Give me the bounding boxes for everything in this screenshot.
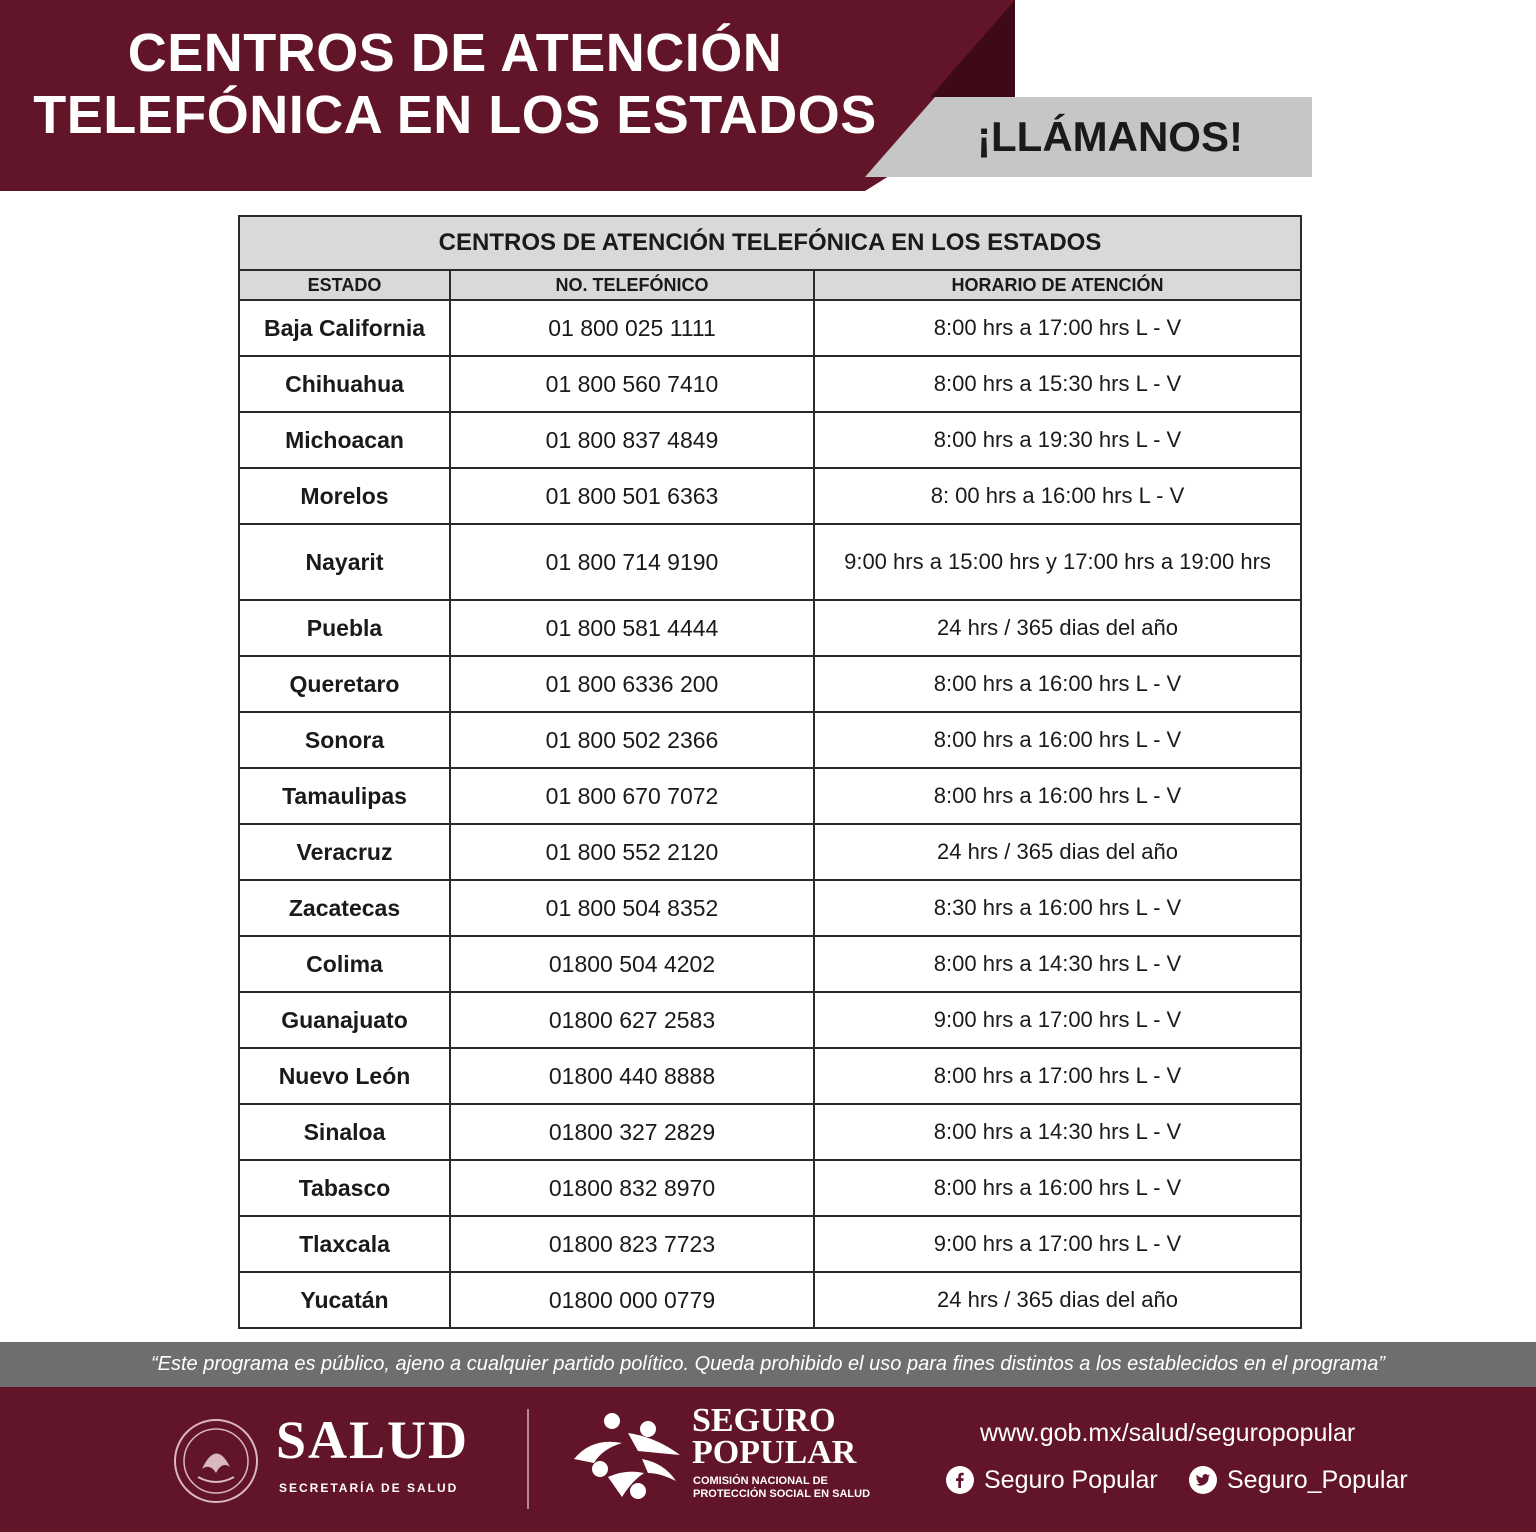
column-header-state: ESTADO <box>239 270 450 300</box>
phone-cell: 01 800 504 8352 <box>450 880 814 936</box>
hours-cell: 9:00 hrs a 17:00 hrs L - V <box>814 992 1301 1048</box>
hours-cell: 9:00 hrs a 15:00 hrs y 17:00 hrs a 19:00 hrs <box>814 524 1301 600</box>
phone-cell: 01800 627 2583 <box>450 992 814 1048</box>
table-row <box>239 712 1301 768</box>
state-cell: Tamaulipas <box>239 768 450 824</box>
hours-cell: 8:00 hrs a 15:30 hrs L - V <box>814 356 1301 412</box>
title-line-1: CENTROS DE ATENCIÓN <box>127 23 783 83</box>
twitter-link[interactable] <box>1189 1465 1408 1495</box>
hours-cell: 8:00 hrs a 14:30 hrs L - V <box>814 936 1301 992</box>
table-row <box>239 468 1301 524</box>
hours-cell: 8:00 hrs a 17:00 hrs L - V <box>814 300 1301 356</box>
seguro-popular-subtitle <box>693 1475 870 1501</box>
hours-cell: 24 hrs / 365 dias del año <box>814 1272 1301 1328</box>
phone-cell: 01 800 502 2366 <box>450 712 814 768</box>
hours-cell: 8:00 hrs a 14:30 hrs L - V <box>814 1104 1301 1160</box>
seguro-popular-logo-icon <box>572 1407 684 1507</box>
table-row <box>239 1104 1301 1160</box>
state-cell: Yucatán <box>239 1272 450 1328</box>
phone-cell: 01 800 581 4444 <box>450 600 814 656</box>
seguro-subtitle-line-1: COMISIÓN NACIONAL DE <box>693 1475 828 1487</box>
salud-subtitle: SECRETARÍA DE SALUD <box>279 1481 459 1495</box>
phone-cell: 01 800 025 1111 <box>450 300 814 356</box>
phone-cell: 01 800 6336 200 <box>450 656 814 712</box>
table-row <box>239 992 1301 1048</box>
state-cell: Michoacan <box>239 412 450 468</box>
popular-word: POPULAR <box>692 1434 857 1471</box>
table-row <box>239 1272 1301 1328</box>
state-cell: Queretaro <box>239 656 450 712</box>
hours-cell: 8:00 hrs a 16:00 hrs L - V <box>814 712 1301 768</box>
table-caption: CENTROS DE ATENCIÓN TELEFÓNICA EN LOS ESTADOS <box>239 216 1301 270</box>
coat-of-arms-seal-icon <box>172 1417 260 1505</box>
state-cell: Veracruz <box>239 824 450 880</box>
seguro-word: SEGURO <box>692 1402 836 1439</box>
phone-cell: 01 800 552 2120 <box>450 824 814 880</box>
phone-cell: 01 800 714 9190 <box>450 524 814 600</box>
website-link[interactable]: www.gob.mx/salud/seguropopular <box>980 1419 1356 1447</box>
table-row <box>239 824 1301 880</box>
phone-cell: 01 800 670 7072 <box>450 768 814 824</box>
hours-cell: 8:30 hrs a 16:00 hrs L - V <box>814 880 1301 936</box>
table-row <box>239 600 1301 656</box>
state-cell: Puebla <box>239 600 450 656</box>
phone-cell: 01800 327 2829 <box>450 1104 814 1160</box>
facebook-link[interactable] <box>946 1465 1158 1495</box>
state-cell: Colima <box>239 936 450 992</box>
state-cell: Morelos <box>239 468 450 524</box>
footer-divider <box>527 1409 529 1509</box>
seguro-popular-logo-text <box>692 1402 857 1471</box>
twitter-icon <box>1189 1466 1217 1494</box>
table-row <box>239 356 1301 412</box>
column-header-phone: NO. TELEFÓNICO <box>450 270 814 300</box>
hours-cell: 24 hrs / 365 dias del año <box>814 824 1301 880</box>
column-header-hours: HORARIO DE ATENCIÓN <box>814 270 1301 300</box>
state-cell: Baja California <box>239 300 450 356</box>
state-cell: Zacatecas <box>239 880 450 936</box>
table-row <box>239 1048 1301 1104</box>
hours-cell: 8: 00 hrs a 16:00 hrs L - V <box>814 468 1301 524</box>
table-row <box>239 880 1301 936</box>
table-row <box>239 1216 1301 1272</box>
phone-cell: 01 800 501 6363 <box>450 468 814 524</box>
phone-cell: 01 800 560 7410 <box>450 356 814 412</box>
phone-cell: 01800 504 4202 <box>450 936 814 992</box>
state-cell: Tlaxcala <box>239 1216 450 1272</box>
hours-cell: 8:00 hrs a 19:30 hrs L - V <box>814 412 1301 468</box>
table-row <box>239 656 1301 712</box>
state-cell: Nuevo León <box>239 1048 450 1104</box>
facebook-handle: Seguro Popular <box>984 1465 1158 1494</box>
phone-cell: 01800 000 0779 <box>450 1272 814 1328</box>
hours-cell: 8:00 hrs a 16:00 hrs L - V <box>814 768 1301 824</box>
state-cell: Guanajuato <box>239 992 450 1048</box>
phone-cell: 01800 823 7723 <box>450 1216 814 1272</box>
phone-cell: 01800 832 8970 <box>450 1160 814 1216</box>
page-title <box>20 22 890 146</box>
call-to-action: ¡LLÁMANOS! <box>977 113 1243 160</box>
hours-cell: 8:00 hrs a 16:00 hrs L - V <box>814 1160 1301 1216</box>
state-cell: Sinaloa <box>239 1104 450 1160</box>
phone-cell: 01800 440 8888 <box>450 1048 814 1104</box>
title-line-2: TELEFÓNICA EN LOS ESTADOS <box>33 85 877 145</box>
table-row <box>239 524 1301 600</box>
table-row <box>239 768 1301 824</box>
table-row <box>239 1160 1301 1216</box>
hours-cell: 9:00 hrs a 17:00 hrs L - V <box>814 1216 1301 1272</box>
call-centers-table <box>238 215 1302 1329</box>
seguro-subtitle-line-2: PROTECCIÓN SOCIAL EN SALUD <box>693 1488 871 1500</box>
table-row <box>239 412 1301 468</box>
hours-cell: 24 hrs / 365 dias del año <box>814 600 1301 656</box>
hours-cell: 8:00 hrs a 17:00 hrs L - V <box>814 1048 1301 1104</box>
salud-logo-text: SALUD <box>276 1410 470 1470</box>
disclaimer-text: “Este programa es público, ajeno a cualquier partido político. Queda prohibido el uso para fines distintos a los establecidos en el programa” <box>0 1342 1536 1387</box>
hours-cell: 8:00 hrs a 16:00 hrs L - V <box>814 656 1301 712</box>
state-cell: Chihuahua <box>239 356 450 412</box>
twitter-handle: Seguro_Popular <box>1227 1465 1408 1494</box>
footer <box>0 1387 1536 1532</box>
table-row <box>239 936 1301 992</box>
state-cell: Tabasco <box>239 1160 450 1216</box>
facebook-icon <box>946 1466 974 1494</box>
state-cell: Nayarit <box>239 524 450 600</box>
table-row <box>239 300 1301 356</box>
state-cell: Sonora <box>239 712 450 768</box>
phone-cell: 01 800 837 4849 <box>450 412 814 468</box>
